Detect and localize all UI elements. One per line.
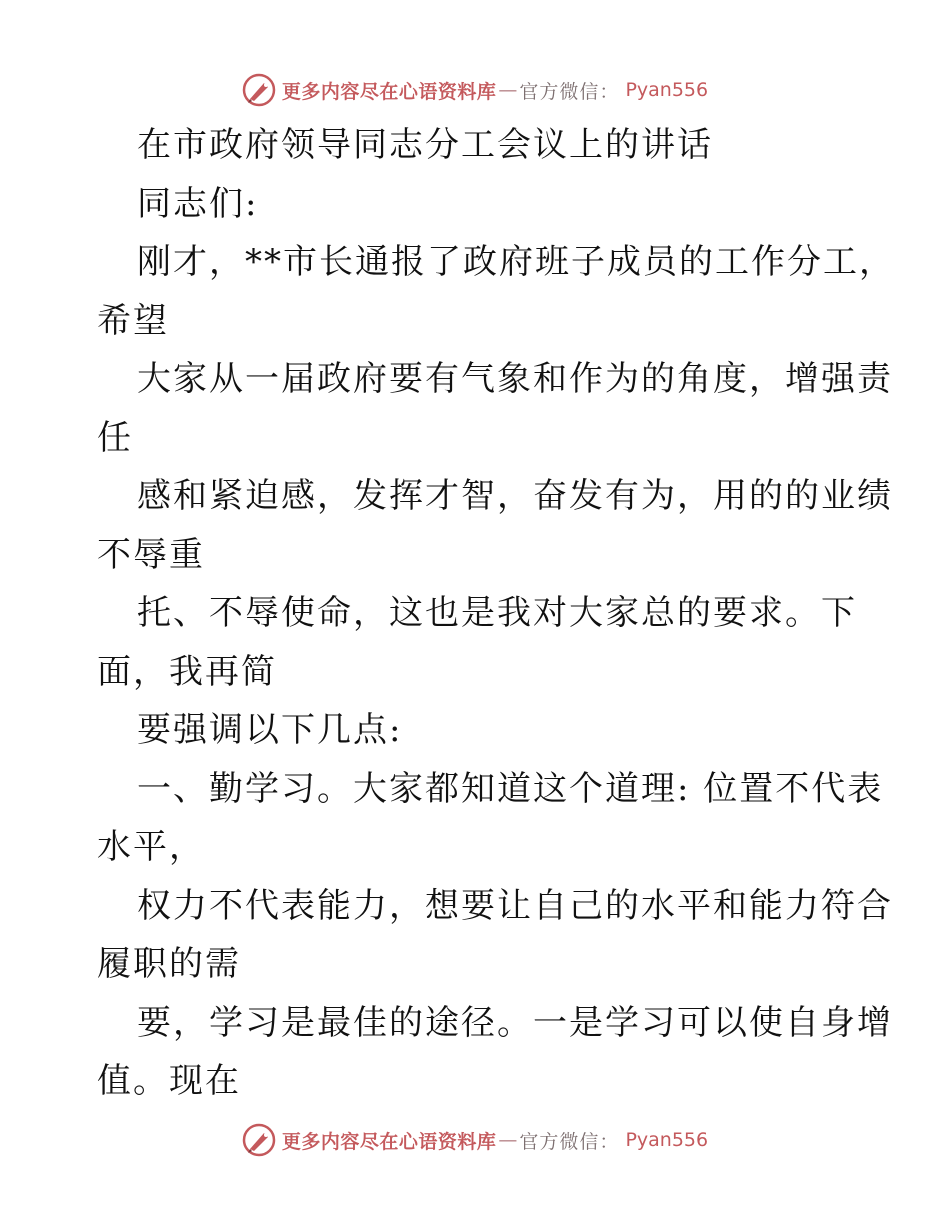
watermark-main-text: 更多内容尽在心语资料库 <box>281 80 497 103</box>
watermark-id: Pyan556 <box>625 1129 709 1151</box>
paragraph-line: 水平， <box>97 827 205 867</box>
paragraph-line: 履职的需 <box>97 944 241 984</box>
footer-watermark <box>0 1120 950 1160</box>
header-watermark <box>0 70 950 110</box>
paragraph-line: 值。现在 <box>97 1061 241 1101</box>
watermark-dash: — <box>498 79 518 101</box>
paragraph-line: 要，学习是最佳的途径。一是学习可以使自身增 <box>137 1002 893 1043</box>
watermark-main-text: 更多内容尽在心语资料库 <box>281 1130 497 1153</box>
paragraph-line: 不辱重 <box>97 534 205 575</box>
paragraph-line: 在市政府领导同志分工会议上的讲话 <box>137 125 713 165</box>
paragraph-line: 托、不辱使命，这也是我对大家总的要求。下 <box>137 593 857 633</box>
paragraph-line: 同志们: <box>137 183 259 224</box>
paragraph-line: 一、勤学习。大家都知道这个道理: 位置不代表 <box>137 768 884 809</box>
paragraph-line: 感和紧迫感，发挥才智，奋发有为，用的的业绩 <box>137 476 893 516</box>
watermark-label: 官方微信： <box>519 80 620 103</box>
pen-logo-icon <box>242 1123 276 1157</box>
paragraph-line: 大家从一届政府要有气象和作为的角度，增强责 <box>137 359 893 399</box>
paragraph-line: 面，我再简 <box>97 651 277 692</box>
pen-logo-icon <box>242 73 276 107</box>
watermark-label: 官方微信： <box>519 1130 620 1153</box>
paragraph-line: 刚才，**市长通报了政府班子成员的工作分工， <box>137 242 895 282</box>
document-body <box>97 116 895 1111</box>
paragraph-line: 权力不代表能力，想要让自己的水平和能力符合 <box>137 885 893 926</box>
paragraph-line: 希望 <box>97 300 169 341</box>
paragraph-line: 要强调以下几点: <box>137 710 403 750</box>
watermark-id: Pyan556 <box>625 79 709 101</box>
watermark-dash: — <box>498 1129 518 1151</box>
paragraph-line: 任 <box>97 417 133 458</box>
